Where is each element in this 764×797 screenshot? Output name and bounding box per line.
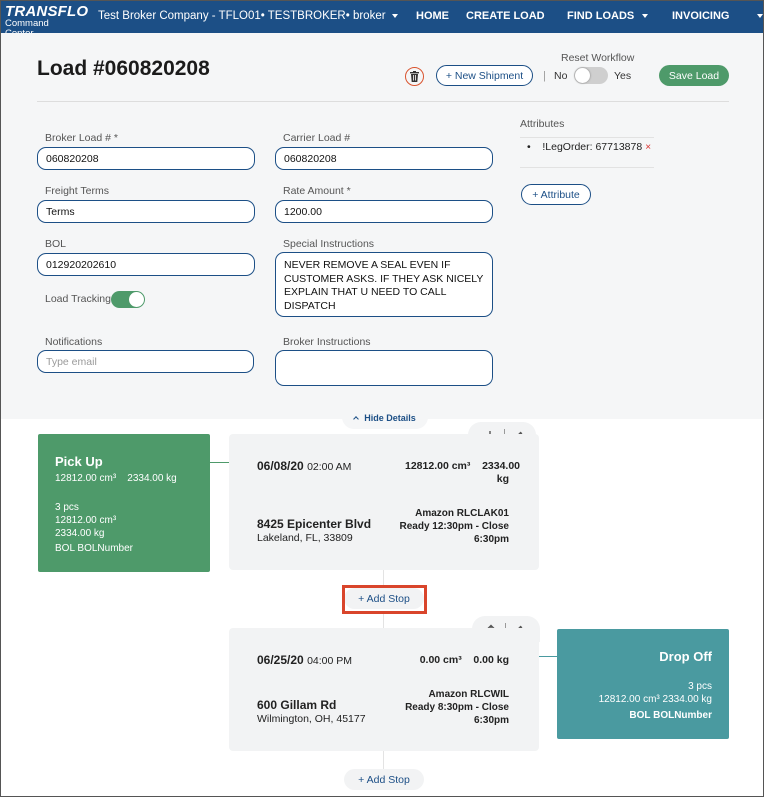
pickup-date: 06/08/20: [257, 459, 304, 473]
page-title: Load #060820208: [37, 57, 210, 80]
timeline-line: [383, 569, 384, 585]
hide-details-button[interactable]: [342, 406, 428, 429]
pickup-summary-box[interactable]: [38, 434, 210, 572]
dropoff-facility: Amazon RLCWIL: [428, 689, 509, 700]
freight-terms-label: Freight Terms: [45, 185, 109, 197]
pickup-stop-card[interactable]: [229, 434, 539, 570]
dropoff-hours-close: 6:30pm: [473, 715, 509, 726]
attributes-label: Attributes: [520, 118, 565, 130]
chevron-down-icon: [642, 14, 648, 18]
pickup-card-weight-unit: kg: [496, 473, 509, 485]
pickup-facility-hours: [359, 507, 509, 546]
save-load-button[interactable]: Save Load: [659, 65, 729, 86]
pickup-weight: 2334.00 kg: [55, 528, 105, 539]
dropoff-pieces: 3 pcs: [688, 681, 712, 692]
pickup-facility: Amazon RLCLAK01: [415, 508, 509, 519]
delete-load-button[interactable]: [405, 67, 424, 86]
pickup-time: 02:00 AM: [307, 461, 352, 473]
special-instructions-label: Special Instructions: [283, 238, 375, 250]
dropoff-date: 06/25/20: [257, 653, 304, 667]
hide-details-label: Hide Details: [364, 412, 416, 423]
dropoff-bol: BOL BOLNumber: [629, 710, 712, 721]
dropoff-hours: Ready 8:30pm - Close: [405, 702, 509, 713]
dropoff-city: Wilmington, OH, 45177: [257, 713, 366, 725]
rate-amount-label: Rate Amount *: [283, 185, 351, 197]
top-nav: [1, 1, 763, 33]
rate-amount-input[interactable]: 1200.00: [275, 200, 493, 223]
special-instructions-input[interactable]: [275, 252, 493, 317]
reset-workflow-toggle[interactable]: [574, 67, 608, 84]
pickup-city: Lakeland, FL, 33809: [257, 532, 353, 544]
attribute-item: • !LegOrder: 67713878 ×: [527, 141, 652, 153]
notifications-email-input[interactable]: Type email: [37, 350, 254, 373]
chevron-up-icon: [353, 416, 359, 422]
pickup-card-measure: [405, 460, 521, 486]
nav-create-load[interactable]: CREATE LOAD: [466, 10, 545, 22]
new-shipment-button[interactable]: + New Shipment: [436, 65, 533, 86]
company-selector[interactable]: [98, 10, 398, 22]
reset-workflow-no-label: No: [554, 70, 568, 82]
freight-terms-input[interactable]: Terms: [37, 200, 255, 223]
dropoff-time: 04:00 PM: [307, 655, 353, 667]
dropoff-stop-card[interactable]: [229, 628, 539, 751]
pickup-card-volume: 12812.00 cm³: [405, 460, 471, 472]
nav-home[interactable]: HOME: [416, 10, 449, 22]
header-divider: [37, 101, 729, 102]
broker-load-label: Broker Load # *: [45, 132, 118, 144]
dropoff-address: 600 Gillam Rd: [257, 698, 337, 712]
divider: |: [543, 70, 546, 82]
pickup-address: 8425 Epicenter Blvd: [257, 517, 372, 531]
dropoff-card-volume: 0.00 cm³: [419, 654, 462, 666]
broker-load-input[interactable]: 060820208: [37, 147, 255, 170]
attribute-text: !LegOrder: 67713878: [542, 141, 643, 153]
carrier-load-label: Carrier Load #: [283, 132, 351, 144]
nav-invoicing[interactable]: [672, 10, 763, 22]
add-stop-button-bottom[interactable]: + Add Stop: [344, 769, 424, 790]
pickup-volume-weight: 12812.00 cm³ 2334.00 kg: [55, 473, 177, 484]
bol-input[interactable]: 012920202610: [37, 253, 255, 276]
broker-instructions-input[interactable]: [275, 350, 493, 386]
nav-find-loads[interactable]: [567, 10, 648, 22]
dropoff-datetime: [257, 653, 352, 667]
pickup-hours-close: 6:30pm: [473, 534, 509, 545]
special-instructions-line: NEVER REMOVE A SEAL EVEN IF: [284, 259, 451, 271]
chevron-down-icon: [392, 14, 398, 18]
pickup-title: Pick Up: [55, 454, 103, 469]
special-instructions-line: CUSTOMER ASKS. IF THEY ASK NICELY: [284, 272, 484, 285]
logo-subtitle: Command: [5, 18, 49, 29]
logo-brand: TRANSFLO: [5, 3, 89, 20]
pickup-datetime: [257, 459, 351, 473]
pickup-connector: [210, 462, 230, 463]
chevron-down-icon: [757, 14, 763, 18]
reset-workflow-yes-label: Yes: [614, 70, 632, 82]
load-tracking-label: Load Tracking: [45, 293, 111, 305]
notifications-label: Notifications: [45, 336, 103, 348]
special-instructions-line: EXPLAIN THAT U NEED TO CALL DISPATCH: [284, 286, 447, 312]
dropoff-facility-hours: [359, 688, 509, 727]
dropoff-title: Drop Off: [659, 649, 712, 664]
highlight-box: [342, 585, 427, 614]
pickup-bol: BOL BOLNumber: [55, 543, 133, 554]
remove-attribute-icon[interactable]: ×: [645, 142, 652, 153]
reset-workflow-label: Reset Workflow: [561, 52, 635, 64]
add-attribute-button[interactable]: + Attribute: [521, 184, 591, 205]
nav-invoicing-label: INVOICING: [672, 10, 730, 22]
timeline-line: [383, 614, 384, 629]
dropoff-connector: [539, 656, 557, 657]
pickup-card-weight: 2334.00: [482, 460, 521, 472]
dropoff-card-measure: [409, 654, 509, 666]
pickup-volume: 12812.00 cm³: [55, 515, 117, 526]
dropoff-card-weight: 0.00 kg: [473, 654, 509, 666]
dropoff-summary-box[interactable]: [557, 629, 729, 739]
trash-icon: [410, 71, 419, 82]
broker-instructions-label: Broker Instructions: [283, 336, 371, 348]
add-stop-button[interactable]: + Add Stop: [344, 588, 424, 609]
load-tracking-toggle[interactable]: [111, 291, 145, 308]
pickup-hours: Ready 12:30pm - Close: [399, 521, 509, 532]
pickup-pieces: 3 pcs: [55, 502, 79, 513]
timeline-line: [383, 750, 384, 770]
dropoff-volume-weight: 12812.00 cm³ 2334.00 kg: [598, 694, 712, 705]
nav-find-loads-label: FIND LOADS: [567, 10, 635, 22]
company-label: Test Broker Company - TFLO01• TESTBROKER• broker: [98, 10, 386, 22]
bol-label: BOL: [45, 238, 67, 250]
carrier-load-input[interactable]: 060820208: [275, 147, 493, 170]
